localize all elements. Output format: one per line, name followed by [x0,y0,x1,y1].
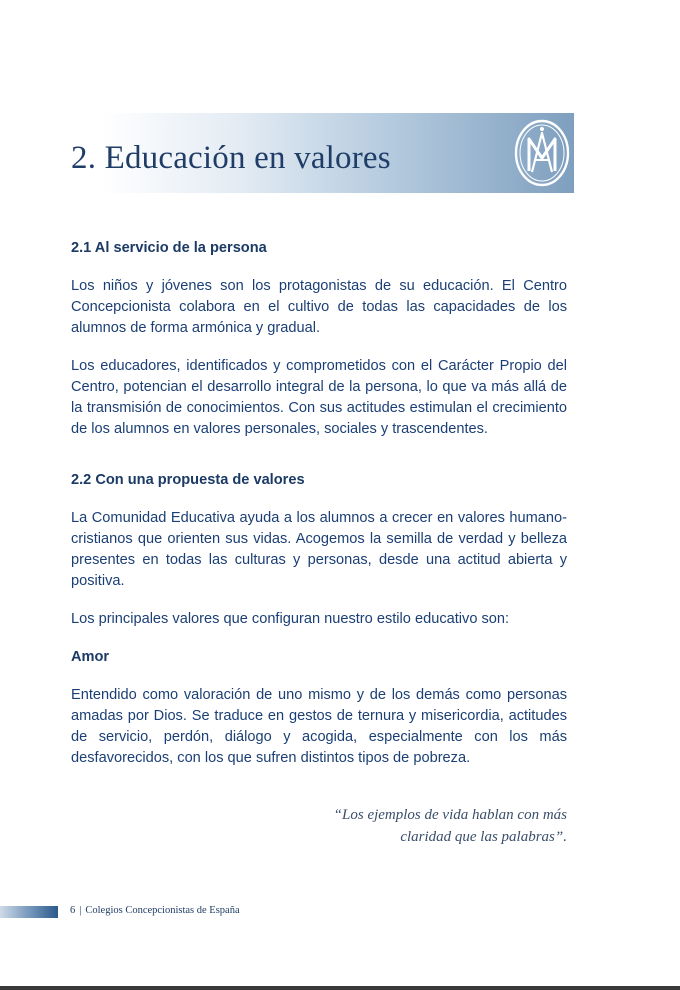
publication-name: Colegios Concepcionistas de España [85,905,240,916]
quote-line: “Los ejemplos de vida hablan con más [333,807,567,823]
bottom-edge-line [0,986,680,990]
section-heading-servicio: 2.1 Al servicio de la persona [71,240,267,256]
value-heading-amor: Amor [71,649,110,665]
paragraph: Los educadores, identificados y comprometidos con el Carácter Propio del Centro, potencian el desarrollo integral de la persona, lo que va más allá de la transmisión de conocimientos. Con sus actitudes estimulan el crecimiento de los alumnos en valores personales, sociales y trascendentes. [71,358,567,437]
main-content [71,238,567,769]
chapter-title: 2. Educación en valores [71,140,391,176]
page-number: 6 [70,905,76,916]
page-footer [70,905,240,916]
paragraph: Los principales valores que configuran nuestro estilo educativo son: [71,611,510,627]
footer-separator: | [79,905,82,916]
quote-line: claridad que las palabras”. [400,829,567,845]
paragraph: Los niños y jóvenes son los protagonistas de su educación. El Centro Concepcionista colabora en el cultivo de todas las capacidades de los alumnos de forma armónica y gradual. [71,278,567,336]
footer-gradient-bar [0,906,58,918]
pull-quote [247,804,567,848]
paragraph: La Comunidad Educativa ayuda a los alumnos a crecer en valores humano-cristianos que orienten sus vidas. Acogemos la semilla de verdad y belleza presentes en todas las culturas y personas, desde una actitud abierta y positiva. [71,510,567,589]
paragraph: Entendido como valoración de uno mismo y de los demás como personas amadas por Dios. Se traduce en gestos de ternura y misericordia, actitudes de servicio, perdón, diálogo y acogida, especialmente con los más desfavorecidos, con los que sufren distintos tipos de pobreza. [71,687,567,766]
section-heading-valores: 2.2 Con una propuesta de valores [71,472,305,488]
concepcionistas-monogram-icon [510,116,574,190]
